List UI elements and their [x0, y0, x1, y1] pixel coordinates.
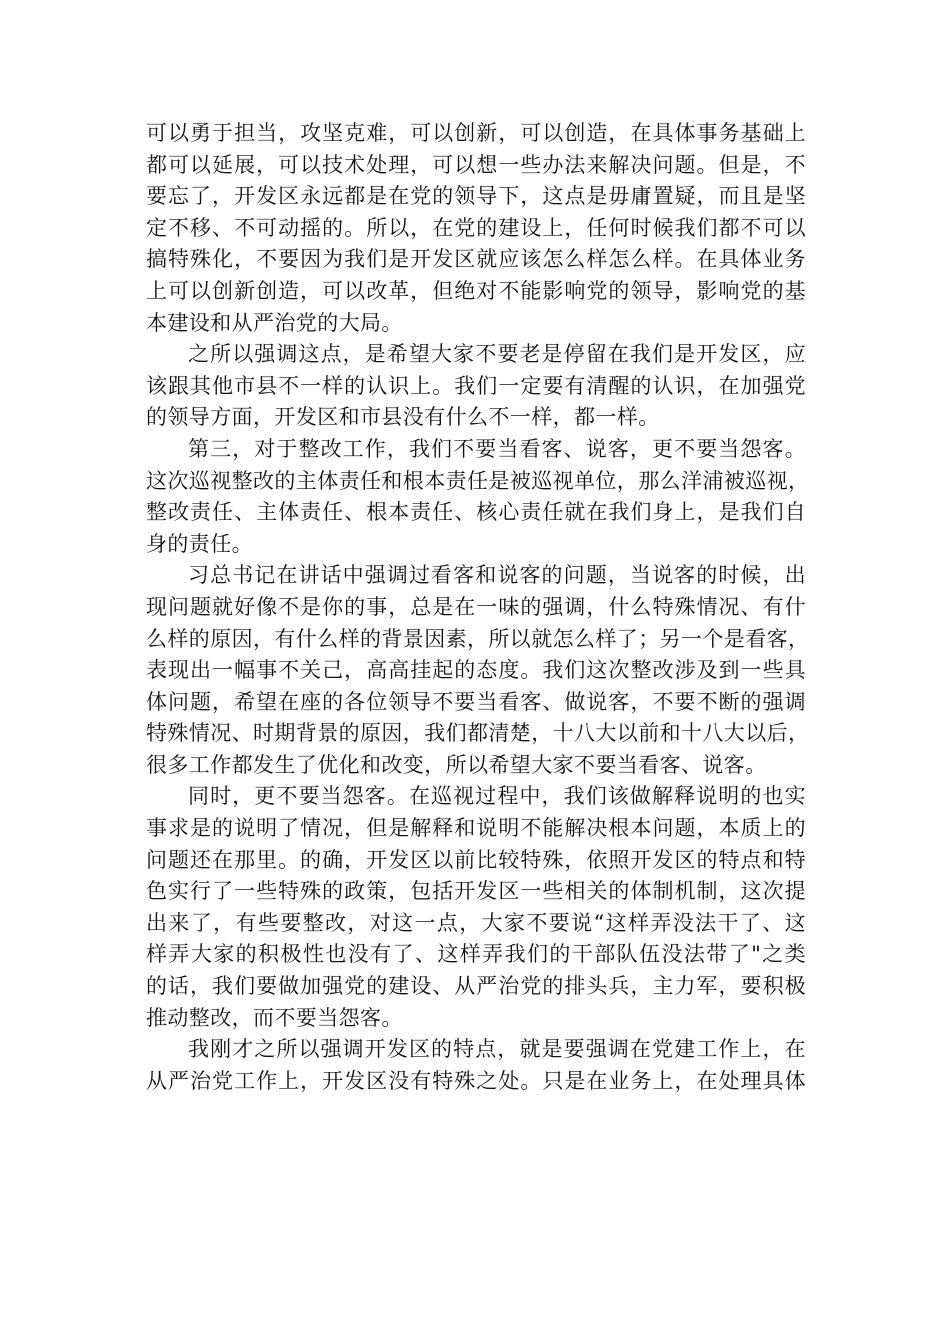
text-line: 的领导方面，开发区和市县没有什么不一样，都一样。 — [146, 405, 660, 430]
text-line: 体问题，希望在座的各位领导不要当看客、做说客，不要不断的强调 — [146, 689, 806, 714]
text-line: 搞特殊化，不要因为我们是开发区就应该怎么样怎么样。在具体业务 — [146, 247, 806, 272]
text-line: 很多工作都发生了优化和改变，所以希望大家不要当看客、说客。 — [146, 752, 767, 777]
text-line: 特殊情况、时期背景的原因，我们都清楚，十八大以前和十八大以后， — [146, 721, 810, 746]
text-line: 本建设和从严治党的大局。 — [146, 310, 403, 335]
text-line: 都可以延展，可以技术处理，可以想一些办法来解决问题。但是，不 — [146, 152, 806, 177]
text-line: 要忘了，开发区永远都是在党的领导下，这点是毋庸置疑，而且是坚 — [146, 184, 806, 209]
text-line: 出来了，有些要整改，对这一点，大家不要说“这样弄没法干了、这 — [146, 910, 806, 935]
text-line: 整改责任、主体责任、根本责任、核心责任就在我们身上，是我们自 — [146, 500, 806, 525]
text-line: 这次巡视整改的主体责任和根本责任是被巡视单位，那么洋浦被巡视， — [146, 468, 810, 493]
text-line: 色实行了一些特殊的政策，包括开发区一些相关的体制机制，这次提 — [146, 879, 806, 904]
text-line: 问题还在那里。的确，开发区以前比较特殊，依照开发区的特点和特 — [146, 847, 806, 872]
text-line: 该跟其他市县不一样的认识上。我们一定要有清醒的认识，在加强党 — [146, 373, 806, 398]
text-line: 可以勇于担当，攻坚克难，可以创新，可以创造，在具体事务基础上 — [146, 121, 806, 145]
document-body — [146, 118, 810, 1097]
text-line: 么样的原因，有什么样的背景因素，所以就怎么样了；另一个是看客， — [146, 626, 810, 651]
text-line: 第三，对于整改工作，我们不要当看客、说客，更不要当怨客。 — [188, 436, 806, 461]
text-line: 的话，我们要做加强党的建设、从严治党的排头兵，主力军，要积极 — [146, 974, 806, 999]
text-line: 上可以创新创造，可以改革，但绝对不能影响党的领导，影响党的基 — [146, 278, 806, 303]
text-line: 之所以强调这点，是希望大家不要老是停留在我们是开发区，应 — [188, 342, 806, 367]
text-line: 现问题就好像不是你的事，总是在一味的强调，什么特殊情况、有什 — [146, 594, 806, 619]
text-line: 身的责任。 — [146, 531, 253, 556]
text-line: 事求是的说明了情况，但是解释和说明不能解决根本问题，本质上的 — [146, 816, 806, 841]
text-line: 样弄大家的积极性也没有了、这样弄我们的干部队伍没法带了"之类 — [146, 942, 806, 967]
text-line: 推动整改，而不要当怨客。 — [146, 1005, 403, 1030]
text-line: 表现出一幅事不关己，高高挂起的态度。我们这次整改涉及到一些具 — [146, 658, 806, 683]
text-line: 我刚才之所以强调开发区的特点，就是要强调在党建工作上，在 — [188, 1037, 806, 1062]
text-line: 同时，更不要当怨客。在巡视过程中，我们该做解释说明的也实 — [188, 784, 806, 809]
text-line: 习总书记在讲话中强调过看客和说客的问题，当说客的时候，出 — [188, 563, 806, 588]
text-line: 从严治党工作上，开发区没有特殊之处。只是在业务上，在处理具体 — [146, 1068, 806, 1093]
text-line: 定不移、不可动摇的。所以，在党的建设上，任何时候我们都不可以 — [146, 215, 806, 240]
